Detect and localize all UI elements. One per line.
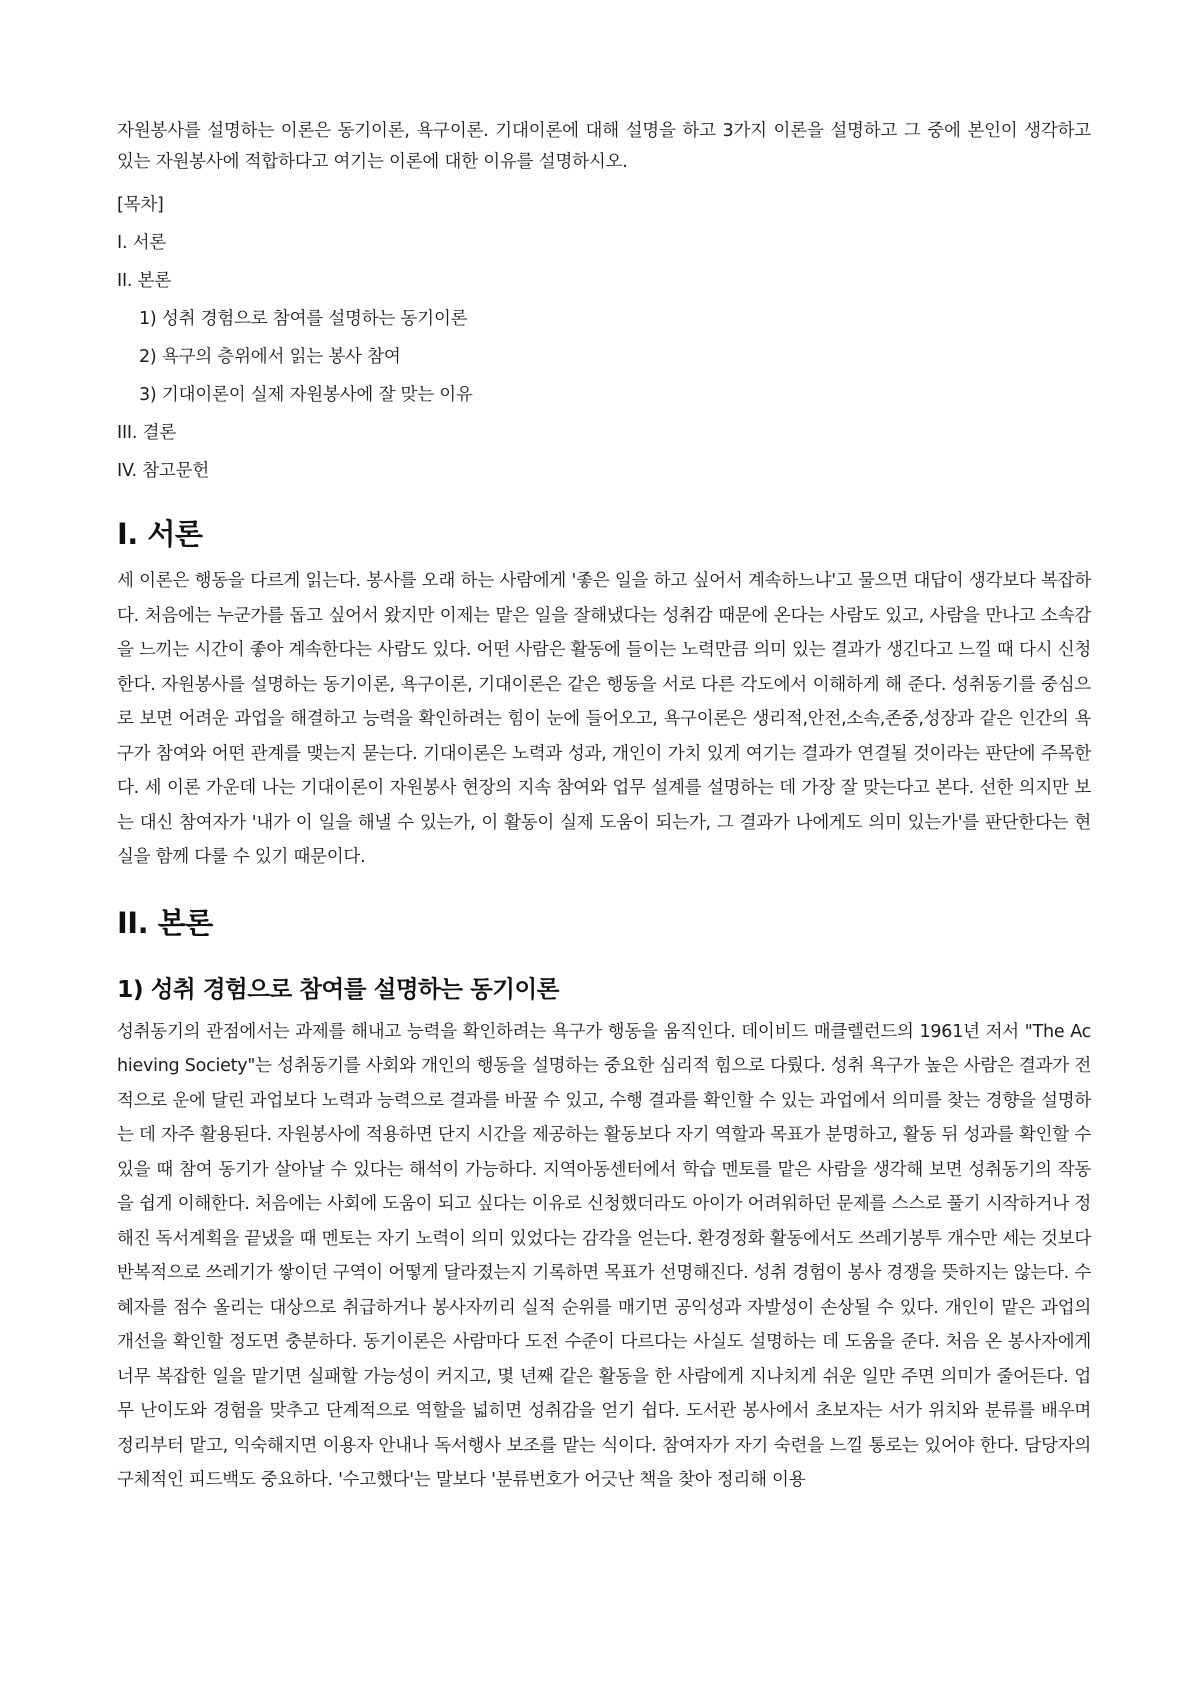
- subsection-heading-motivation: 1) 성취 경험으로 참여를 설명하는 동기이론: [117, 974, 559, 1003]
- document-page: [117, 116, 1091, 1498]
- section-heading-intro: I. 서론: [117, 517, 203, 551]
- toc-heading: [목차]: [117, 195, 164, 215]
- intro-paragraph: 세 이론은 행동을 다르게 읽는다. 봉사를 오래 하는 사람에게 '좋은 일을 하고 싶어서 계속하느냐'고 물으면 대답이 생각보다 복잡하다. 처음에는 누군가를 돕고 싶어서 왔지만 이제는 맡은 일을 잘해냈다는 성취감 때문에 온다는 사람도 있고, 사람을 만나고 소속감을 느끼는 시간이 좋아 계속한다는 사람도 있다. 어떤 사람은 활동에 들이는 노력만큼 의미 있는 결과가 생긴다고 느낄 때 다시 신청한다. 자원봉사를 설명하는 동기이론, 욕구이론, 기대이론은 같은 행동을 서로 다른 각도에서 이해하게 해 준다. 성취동기를 중심으로 보면 어려운 과업을 해결하고 능력을 확인하려는 힘이 눈에 들어오고, 욕구이론은 생리적,안전,소속,존중,성장과 같은 인간의 욕구가 참여와 어떤 관계를 맺는지 묻는다. 기대이론은 노력과 성과, 개인이 가치 있게 여기는 결과가 연결될 것이라는 판단에 주목한다. 세 이론 가운데 나는 기대이론이 자원봉사 현장의 지속 참여와 업무 설계를 설명하는 데 가장 잘 맞는다고 본다. 선한 의지만 보는 대신 참여자가 '내가 이 일을 해낼 수 있는가, 이 활동이 실제 도움이 되는가, 그 결과가 나에게도 의미 있는가'를 판단한다는 현실을 함께 다룰 수 있기 때문이다.: [117, 571, 1091, 867]
- assignment-prompt: 자원봉사를 설명하는 이론은 동기이론, 욕구이론. 기대이론에 대해 설명을 하고 3가지 이론을 설명하고 그 중에 본인이 생각하고 있는 자원봉사에 적합하다고 여기는 이론에 대한 이유를 설명하시오.: [117, 121, 1091, 172]
- toc-item-body-3: 3) 기대이론이 실제 자원봉사에 잘 맞는 이유: [139, 385, 473, 405]
- table-of-contents: [117, 186, 1091, 490]
- motivation-paragraph: 성취동기의 관점에서는 과제를 해내고 능력을 확인하려는 욕구가 행동을 움직인다. 데이비드 매클렐런드의 1961년 저서 "The Achieving Society"는 성취동기를 사회와 개인의 행동을 설명하는 중요한 심리적 힘으로 다뤘다. 성취 욕구가 높은 사람은 결과가 전적으로 운에 달린 과업보다 노력과 능력으로 결과를 바꿀 수 있고, 수행 결과를 확인할 수 있는 과업에서 의미를 찾는 경향을 설명하는 데 자주 활용된다. 자원봉사에 적용하면 단지 시간을 제공하는 활동보다 자기 역할과 목표가 분명하고, 활동 뒤 성과를 확인할 수 있을 때 참여 동기가 살아날 수 있다는 해석이 가능하다. 지역아동센터에서 학습 멘토를 맡은 사람을 생각해 보면 성취동기의 작동을 쉽게 이해한다. 처음에는 사회에 도움이 되고 싶다는 이유로 신청했더라도 아이가 어려워하던 문제를 스스로 풀기 시작하거나 정해진 독서계획을 끝냈을 때 멘토는 자기 노력이 의미 있었다는 감각을 얻는다. 환경정화 활동에서도 쓰레기봉투 개수만 세는 것보다 반복적으로 쓰레기가 쌓이던 구역이 어떻게 달라졌는지 기록하면 목표가 선명해진다. 성취 경험이 봉사 경쟁을 뜻하지는 않는다. 수혜자를 점수 올리는 대상으로 취급하거나 봉사자끼리 실적 순위를 매기면 공익성과 자발성이 손상될 수 있다. 개인이 맡은 과업의 개선을 확인할 정도면 충분하다. 동기이론은 사람마다 도전 수준이 다르다는 사실도 설명하는 데 도움을 준다. 처음 온 봉사자에게 너무 복잡한 일을 맡기면 실패할 가능성이 커지고, 몇 년째 같은 활동을 한 사람에게 지나치게 쉬운 일만 주면 의미가 줄어든다. 업무 난이도와 경험을 맞추고 단계적으로 역할을 넓히면 성취감을 얻기 쉽다. 도서관 봉사에서 초보자는 서가 위치와 분류를 배우며 정리부터 맡고, 익숙해지면 이용자 안내나 독서행사 보조를 맡는 식이다. 참여자가 자기 숙련을 느낄 통로는 있어야 한다. 담당자의 구체적인 피드백도 중요하다. '수고했다'는 말보다 '분류번호가 어긋난 책을 찾아 정리해 이용: [117, 1021, 1091, 1490]
- toc-item-references: IV. 참고문헌: [117, 461, 210, 481]
- section-heading-body: II. 본론: [117, 905, 213, 940]
- toc-item-body-2: 2) 욕구의 층위에서 읽는 봉사 참여: [139, 347, 401, 367]
- toc-item-body: II. 본론: [117, 271, 172, 291]
- toc-item-body-1: 1) 성취 경험으로 참여를 설명하는 동기이론: [139, 309, 468, 329]
- toc-item-conclusion: III. 결론: [117, 423, 177, 443]
- toc-item-intro: I. 서론: [117, 233, 167, 253]
